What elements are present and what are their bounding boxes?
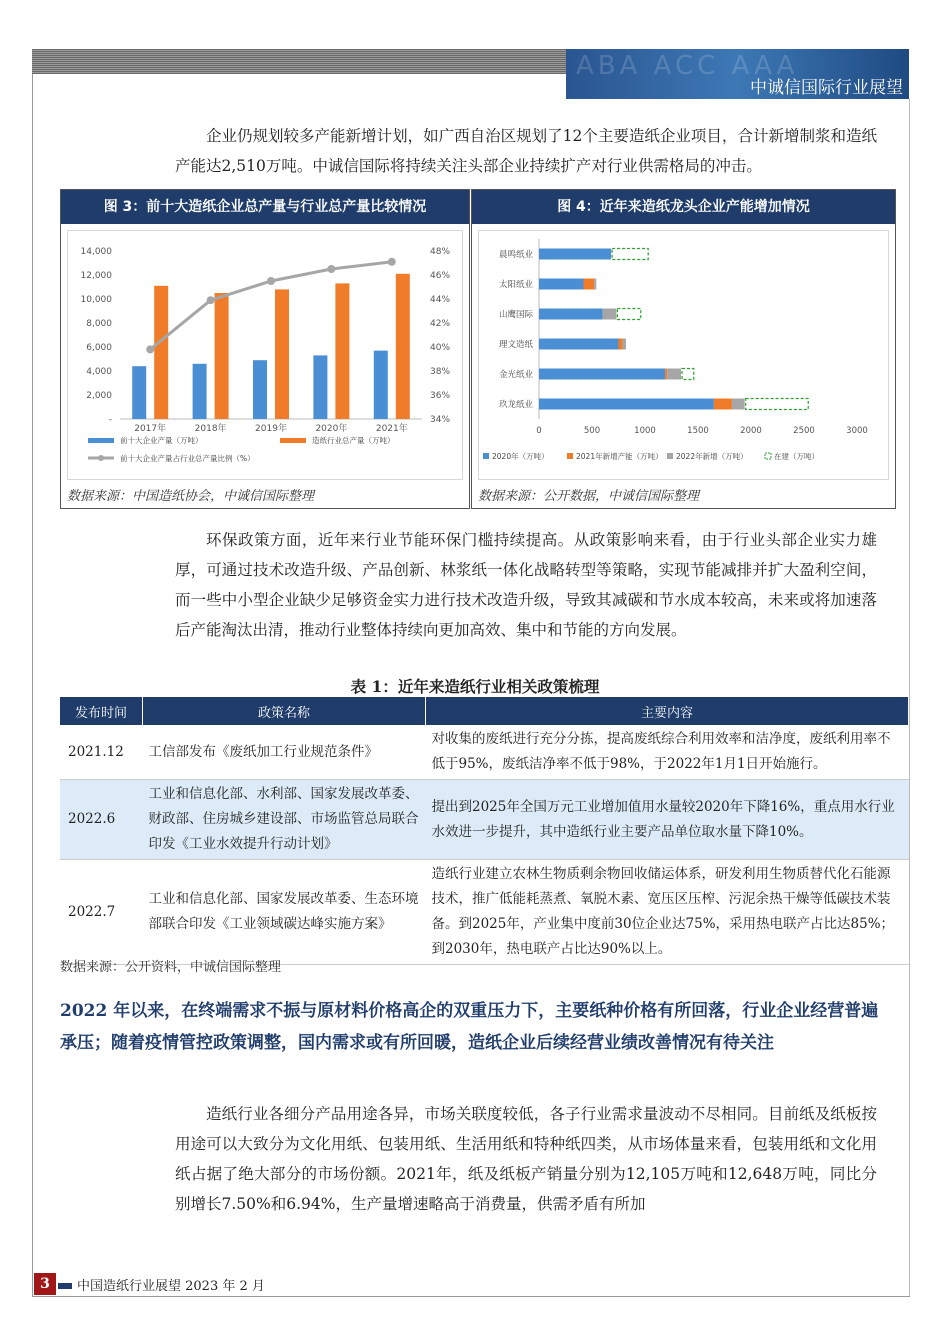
table-row xyxy=(60,725,909,780)
legend-swatch xyxy=(567,453,573,459)
bar-top10-output xyxy=(253,360,267,419)
figure-3-box xyxy=(60,189,470,509)
legend-label: 在建（万吨） xyxy=(774,452,819,461)
bar-added-2021 xyxy=(665,369,667,380)
x-tick-label: 2500 xyxy=(793,426,815,436)
y-tick-label-right: 38% xyxy=(430,367,451,377)
bar-added-2021 xyxy=(584,279,595,290)
legend-label: 2020年（万吨） xyxy=(492,452,549,461)
point-top10-share xyxy=(146,345,154,353)
bar-added-2022 xyxy=(603,309,617,320)
table-row xyxy=(60,860,909,965)
table-header-name: 政策名称 xyxy=(143,697,426,725)
bar-capacity-2020 xyxy=(539,279,584,290)
legend-swatch xyxy=(280,438,306,443)
y-tick-label-right: 46% xyxy=(430,271,451,281)
table-1-source: 数据来源：公开资料，中诚信国际整理 xyxy=(60,960,282,975)
legend-swatch xyxy=(88,438,114,443)
table-header-row xyxy=(60,697,909,725)
bar-capacity-2020 xyxy=(539,339,619,350)
y-tick-label-left: - xyxy=(108,415,112,425)
bar-added-2022 xyxy=(667,369,681,380)
figure-3-plot-area xyxy=(67,230,463,480)
figure-3-source: 数据来源：中国造纸协会，中诚信国际整理 xyxy=(67,489,315,504)
footer-text: 中国造纸行业展望 2023 年 2 月 xyxy=(77,1279,265,1294)
y-tick-label-left: 2,000 xyxy=(86,391,112,401)
bar-industry-output xyxy=(396,274,410,419)
page-frame-right xyxy=(909,99,910,1296)
x-tick-label: 0 xyxy=(536,426,542,436)
table-cell-date: 2022.6 xyxy=(60,780,143,860)
bar-added-2021 xyxy=(619,339,623,350)
bar-added-2022 xyxy=(594,279,596,290)
section-heading: 2022 年以来，在终端需求不振与原材料价格高企的双重压力下，主要纸种价格有所回落，行业企业经营普遍承压；随着疫情管控政策调整，国内需求或有所回暖，造纸企业后续经营业绩改善情况有待关注 xyxy=(60,1001,879,1053)
table-cell-content: 造纸行业建立农林生物质剩余物回收储运体系，研发利用生物质替代化石能源技术，推广低能耗蒸煮、氧脱木素、宽压区压榨、污泥余热干燥等低碳技术装备。到2025年，产业集中度前30位企业达75%，采用热电联产占比达85%；到2030年，热电联产占比达90%以上。 xyxy=(426,860,909,965)
table-cell-content: 提出到2025年全国万元工业增加值用水量较2020年下降16%，重点用水行业水效进一步提升，其中造纸行业主要产品单位取水量下降10%。 xyxy=(426,780,909,860)
y-tick-label-left: 10,000 xyxy=(80,295,112,305)
bar-capacity-2020 xyxy=(539,399,714,410)
page-number: 3 xyxy=(34,1273,56,1295)
paragraph-policy: 环保政策方面，近年来行业节能环保门槛持续提高。从政策影响来看，由于行业头部企业实力雄厚，可通过技术改造升级、产品创新、林浆纸一体化战略转型等策略，实现节能减排并扩大盈利空间，而一些中小型企业缺少足够资金实力进行技术改造升级，导致其减碳和节水成本较高，未来或将加速落后产能淘汰出清，推动行业整体持续向更加高效、集中和节能的方向发展。 xyxy=(175,531,877,639)
legend-label: 前十大企业产量（万吨） xyxy=(120,436,203,445)
figure-3-title: 图 3：前十大造纸企业总产量与行业总产量比较情况 xyxy=(61,190,469,224)
table-1-title: 表 1：近年来造纸行业相关政策梳理 xyxy=(350,677,600,696)
legend-swatch xyxy=(765,453,771,459)
policy-table xyxy=(60,697,909,965)
x-tick-label: 2018年 xyxy=(194,424,227,434)
bar-under-construction xyxy=(746,399,809,410)
header-title: 中诚信国际行业展望 xyxy=(750,78,903,98)
bar-top10-output xyxy=(313,355,327,419)
bar-added-2022 xyxy=(732,399,745,410)
category-label: 太阳纸业 xyxy=(498,280,533,290)
figure-4-box xyxy=(471,189,896,509)
bar-industry-output xyxy=(215,293,229,419)
x-tick-label: 2020年 xyxy=(315,424,348,434)
footer-accent-bar xyxy=(58,1283,72,1289)
line-top10-share xyxy=(150,262,392,350)
figure-4-source: 数据来源：公开数据，中诚信国际整理 xyxy=(478,489,700,504)
category-label: 晨鸣纸业 xyxy=(498,250,533,260)
legend-label: 2021年新增产能（万吨） xyxy=(576,452,663,461)
y-tick-label-right: 36% xyxy=(430,391,451,401)
table-cell-date: 2021.12 xyxy=(60,725,143,780)
bar-top10-output xyxy=(193,364,207,419)
point-top10-share xyxy=(388,258,396,266)
y-tick-label-left: 14,000 xyxy=(80,247,112,257)
y-tick-label-right: 48% xyxy=(430,247,451,257)
y-tick-label-left: 8,000 xyxy=(86,319,112,329)
legend-swatch xyxy=(667,453,673,459)
header-stripe-bar xyxy=(32,49,566,74)
table-cell-name: 工业和信息化部、国家发展改革委、生态环境部联合印发《工业领域碳达峰实施方案》 xyxy=(143,860,426,965)
y-tick-label-right: 34% xyxy=(430,415,451,425)
figure-4-chart xyxy=(479,231,888,479)
paragraph-demand: 造纸行业各细分产品用途各异，市场关联度较低，各子行业需求量波动不尽相同。目前纸及纸板按用途可以大致分为文化用纸、包装用纸、生活用纸和特种纸四类，从市场体量来看，包装用纸和文化用纸占据了绝大部分的市场份额。2021年，纸及纸板产销量分别为12,105万吨和12,648万吨，同比分别增长7.50%和6.94%，生产量增速略高于消费量，供需矛盾有所加 xyxy=(175,1105,877,1213)
bar-under-construction xyxy=(682,369,694,380)
point-top10-share xyxy=(267,277,275,285)
bar-under-construction xyxy=(617,309,640,320)
page-frame-bottom xyxy=(32,1296,910,1297)
figure-4-title: 图 4：近年来造纸龙头企业产能增加情况 xyxy=(472,190,895,224)
category-label: 金光纸业 xyxy=(498,370,533,380)
legend-swatch xyxy=(483,453,489,459)
legend-label: 前十大企业产量占行业总产量比例（%） xyxy=(120,454,255,463)
x-tick-label: 3000 xyxy=(846,426,868,436)
legend-swatch-marker xyxy=(98,455,104,461)
x-tick-label: 1500 xyxy=(687,426,709,436)
bar-capacity-2020 xyxy=(539,309,603,320)
bar-top10-output xyxy=(374,351,388,419)
category-label: 山鹰国际 xyxy=(498,310,533,320)
bar-added-2022 xyxy=(623,339,626,350)
y-tick-label-left: 4,000 xyxy=(86,367,112,377)
y-tick-label-right: 44% xyxy=(430,295,451,305)
bar-capacity-2020 xyxy=(539,369,665,380)
point-top10-share xyxy=(207,296,215,304)
bar-top10-output xyxy=(132,366,146,419)
header-band xyxy=(566,49,909,99)
category-label: 玖龙纸业 xyxy=(498,400,533,410)
legend-label: 造纸行业总产量（万吨） xyxy=(312,436,395,445)
point-top10-share xyxy=(327,265,335,273)
table-cell-date: 2022.7 xyxy=(60,860,143,965)
bar-under-construction xyxy=(612,249,648,260)
table-cell-name: 工信部发布《废纸加工行业规范条件》 xyxy=(143,725,426,780)
y-tick-label-right: 42% xyxy=(430,319,451,329)
bar-capacity-2020 xyxy=(539,249,611,260)
table-cell-content: 对收集的废纸进行充分分拣，提高废纸综合利用效率和洁净度，废纸利用率不低于95%，废纸洁净率不低于98%，于2022年1月1日开始施行。 xyxy=(426,725,909,780)
table-row xyxy=(60,780,909,860)
paragraph-intro: 企业仍规划较多产能新增计划，如广西自治区规划了12个主要造纸企业项目，合计新增制浆和造纸产能达2,510万吨。中诚信国际将持续关注头部企业持续扩产对行业供需格局的冲击。 xyxy=(175,127,877,175)
figure-3-chart xyxy=(68,231,462,479)
figure-4-plot-area xyxy=(478,230,889,480)
y-tick-label-left: 6,000 xyxy=(86,343,112,353)
x-tick-label: 1000 xyxy=(634,426,656,436)
legend-label: 2022年新增（万吨） xyxy=(676,452,748,461)
x-tick-label: 2021年 xyxy=(375,424,408,434)
x-tick-label: 2019年 xyxy=(255,424,287,434)
x-tick-label: 500 xyxy=(583,426,601,436)
bar-industry-output xyxy=(335,283,349,419)
bar-added-2021 xyxy=(714,399,732,410)
y-tick-label-right: 40% xyxy=(430,343,451,353)
y-tick-label-left: 12,000 xyxy=(80,271,112,281)
category-label: 理文造纸 xyxy=(498,340,533,350)
bar-industry-output xyxy=(275,289,289,419)
table-cell-name: 工业和信息化部、水利部、国家发展改革委、财政部、住房城乡建设部、市场监管总局联合印发《工业水效提升行动计划》 xyxy=(143,780,426,860)
table-header-content: 主要内容 xyxy=(426,697,909,725)
x-tick-label: 2017年 xyxy=(134,424,167,434)
bar-industry-output xyxy=(154,286,168,419)
table-header-date: 发布时间 xyxy=(60,697,143,725)
x-tick-label: 2000 xyxy=(740,426,762,436)
header-decoration: ABA ACC AAA xyxy=(576,51,799,81)
